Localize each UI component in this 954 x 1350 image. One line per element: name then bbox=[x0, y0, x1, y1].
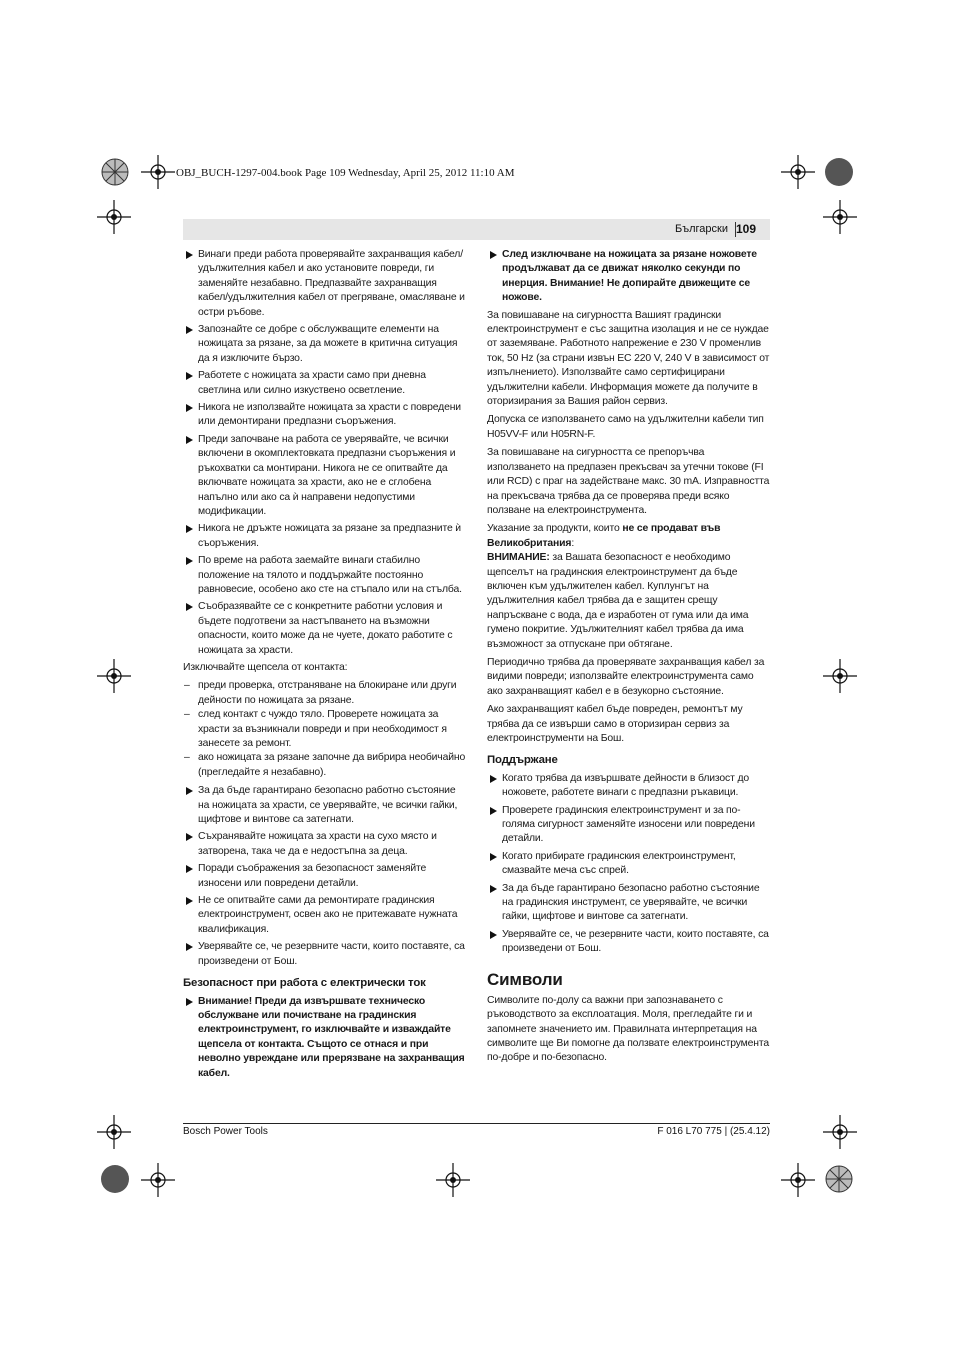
dash-item: – преди проверка, отстраняване на блокиране или други дейности по ножицата за рязане. bbox=[184, 680, 457, 706]
list-item: Не се опитвайте сами да ремонтирате градинския електроинструмент, освен ако не притежавате нужната квалификация. bbox=[183, 894, 466, 937]
paragraph: За повишаване на сигурността се препоръчва използването на предпазен прекъсвач за утечни токове (FI или RCD) с праг на задействане макс. 30 mA. Изправността на прекъсвача трябва да се проверява преди всяко ползване на електроинструмента. bbox=[487, 447, 770, 516]
bullet-triangle-icon bbox=[186, 603, 193, 611]
bullet-triangle-icon bbox=[490, 775, 497, 783]
list-item: Никога не използвайте ножицата за храсти с повредени или демонтирани предпазни съоръжения. bbox=[183, 401, 466, 430]
list-item: Уверявайте се, че резервните части, които поставяте, са произведени от Бош. bbox=[487, 928, 770, 957]
list-item: Работете с ножицата за храсти само при дневна светлина или силно изкуствено осветление. bbox=[183, 369, 466, 398]
registration-mark-upper-right-cross bbox=[823, 200, 857, 234]
bullet-triangle-icon bbox=[186, 251, 193, 259]
maintenance-heading: Поддържане bbox=[487, 754, 558, 767]
paragraph: Ако захранващият кабел бъде повреден, ремонтът му трябва да се извърши само в оторизиран сервиз за електроинструменти на Бош. bbox=[487, 704, 743, 744]
bullet-triangle-icon bbox=[186, 865, 193, 873]
uk-note: Указание за продукти, които не се продават във Великобритания: bbox=[487, 523, 721, 549]
footer-doc-code: F 016 L70 775 | (25.4.12) bbox=[657, 1126, 770, 1137]
list-item: След изключване на ножицата за рязане ножовете продължават да се движат няколко секунди по инерция. Внимание! Не допирайте движещите се ножове. bbox=[487, 248, 770, 306]
page-number: 109 bbox=[735, 222, 756, 236]
bullet-triangle-icon bbox=[490, 807, 497, 815]
registration-mark-bottom-center-cross bbox=[436, 1163, 470, 1197]
registration-mark-bottom-right-rosette bbox=[824, 1164, 854, 1194]
list-item: За да бъде гарантирано безопасно работно състояние на градинския инструмент, се уверявайте, че всички гайки, щифтове и винтове са затегнати. bbox=[487, 882, 770, 925]
left-column bbox=[183, 248, 466, 1084]
registration-mark-top-left-cross bbox=[141, 155, 175, 189]
registration-mark-top-right-dot bbox=[824, 157, 854, 187]
registration-mark-top-left-rosette bbox=[100, 157, 130, 187]
list-item: Проверете градинския електроинструмент и за по-голяма сигурност заменяйте износени или повредени детайли. bbox=[487, 804, 770, 847]
right-column bbox=[487, 248, 770, 1070]
list-item: Когато прибирате градинския електроинструмент, смазвайте меча със спрей. bbox=[487, 850, 770, 879]
bullet-triangle-icon bbox=[186, 557, 193, 565]
list-item: По време на работа заемайте винаги стабилно положение на тялото и поддържайте постоянно равновесие, особено ако сте на стъпало или на стълба. bbox=[183, 554, 466, 597]
bullet-triangle-icon bbox=[186, 326, 193, 334]
header-language: Български bbox=[675, 223, 728, 235]
registration-mark-bottom-left-dot bbox=[100, 1164, 130, 1194]
list-item: Поради съображения за безопасност заменяйте износени или повредени детайли. bbox=[183, 862, 466, 891]
registration-mark-lower-right-cross bbox=[823, 1115, 857, 1149]
electrical-safety-heading: Безопасност при работа с електрически ток bbox=[183, 977, 426, 990]
bullet-triangle-icon bbox=[186, 404, 193, 412]
symbols-heading: Символи bbox=[487, 969, 563, 989]
footer-rule bbox=[183, 1123, 770, 1124]
registration-mark-mid-right-cross bbox=[823, 659, 857, 693]
list-item: Запознайте се добре с обслужващите елементи на ножицата за рязане, за да можете в критична ситуация да я изключите бързо. bbox=[183, 323, 466, 366]
bullet-triangle-icon bbox=[186, 897, 193, 905]
list-item: Преди започване на работа се уверявайте, че всички включени в окомплектовката предпазни съоръжения и ръкохватки са монтирани. Никога не се опитвайте да включвате ножицата за храсти, ако не е сглобена напълно или ако са ѝ направени недопустими модификации. bbox=[183, 433, 466, 519]
bullet-triangle-icon bbox=[490, 885, 497, 893]
list-item: Уверявайте се, че резервните части, които поставяте, са произведени от Бош. bbox=[183, 940, 466, 969]
list-item: Внимание! Преди да извършвате техническо обслужване или почистване на градинския електроинструмент, го изключвайте и изваждайте щепсела от контакта. Същото се отнася и при неволно увреждане или прерязване на захранващия кабел. bbox=[183, 995, 466, 1081]
bullet-triangle-icon bbox=[186, 943, 193, 951]
list-item: Съобразявайте се с конкретните работни условия и бъдете подготвени за настъпването на възможни опасности, които може да не чуете, докато работите с ножицата за храсти. bbox=[183, 600, 466, 658]
page-header bbox=[183, 219, 770, 240]
dash-item: – след контакт с чуждо тяло. Проверете ножицата за храсти за възникнали повреди и при необходимост я занесете за ремонт. bbox=[184, 709, 447, 749]
list-item: Съхранявайте ножицата за храсти на сухо място и затворена, така че да е недостъпна за деца. bbox=[183, 830, 466, 859]
bullet-triangle-icon bbox=[186, 436, 193, 444]
warning-paragraph: ВНИМАНИЕ: за Вашата безопасност е необходимо щепселът на градинския електроинструмент да бъде включен към удължителен кабел. Куплунгът на удължителния кабел трябва да е защитен срещу напръскване с вода, да е изработен от гума или да има гумено покритие. Удължителният кабел трябва да има възможност за отпускане при обтягане. bbox=[487, 552, 749, 650]
paragraph: Периодично трябва да проверявате захранващия кабел за видими повреди; използвайте електроинструмента само ако захранващият кабел е в безукорно състояние. bbox=[487, 656, 765, 697]
registration-mark-top-right-cross bbox=[781, 155, 815, 189]
bullet-triangle-icon bbox=[186, 372, 193, 380]
paragraph: За повишаване на сигурността Вашият градински електроинструмент е със защитна изолация и не се нуждае от заземяване. Работното напрежение е 230 V променлив ток, 50 Hz (за страни извън ЕС 220 V, 240 V в зависимост от изпълнението). Използвайте само сертифицирани удължителни кабели. Информация можете да получите в оторизирания за Вашия район сервиз. bbox=[487, 309, 770, 408]
registration-mark-bottom-left-cross bbox=[141, 1163, 175, 1197]
list-item: Когато трябва да извършвате дейности в близост до ножовете, работете винаги с предпазни ръкавици. bbox=[487, 772, 770, 801]
list-item: Винаги преди работа проверявайте захранващия кабел/удължителния кабел и ако установите повреди, ги заменяйте незабавно. Предпазвайте захранващия кабел/удължителния кабел от прегряване, омасляване и остри ръбове. bbox=[183, 248, 466, 320]
print-job-line: OBJ_BUCH-1297-004.book Page 109 Wednesday, April 25, 2012 11:10 AM bbox=[176, 167, 515, 179]
registration-mark-bottom-right-cross bbox=[781, 1163, 815, 1197]
list-item: Никога не дръжте ножицата за рязане за предпазните ѝ съоръжения. bbox=[183, 522, 466, 551]
bullet-triangle-icon bbox=[490, 853, 497, 861]
bullet-triangle-icon bbox=[186, 787, 193, 795]
bullet-triangle-icon bbox=[186, 833, 193, 841]
bullet-triangle-icon bbox=[490, 251, 497, 259]
footer-brand: Bosch Power Tools bbox=[183, 1126, 268, 1137]
dash-item: – ако ножицата за рязане започне да вибрира необичайно (прегледайте я незабавно). bbox=[184, 752, 466, 778]
registration-mark-upper-left-cross bbox=[97, 200, 131, 234]
bullet-triangle-icon bbox=[186, 998, 193, 1006]
unplug-intro: Изключвайте щепсела от контакта: bbox=[183, 661, 348, 673]
paragraph: Допуска се използването само на удължителни кабели тип H05VV-F или H05RN-F. bbox=[487, 414, 764, 440]
symbols-paragraph: Символите по-долу са важни при запознаването с ръководството за експлоатация. Моля, прегледайте ги и запомнете значението им. Правилната интерпретация на символите ще Ви помогне да ползвате електроинструмента по-добре и по-безопасно. bbox=[487, 994, 769, 1064]
bullet-triangle-icon bbox=[186, 525, 193, 533]
registration-mark-mid-left-cross bbox=[97, 659, 131, 693]
registration-mark-lower-left-cross bbox=[97, 1115, 131, 1149]
list-item: За да бъде гарантирано безопасно работно състояние на ножицата за храсти, се уверявайте, че всички гайки, щифтове и винтове са затегнати. bbox=[183, 784, 466, 827]
warning-label: ВНИМАНИЕ: bbox=[487, 552, 550, 564]
bullet-triangle-icon bbox=[490, 931, 497, 939]
